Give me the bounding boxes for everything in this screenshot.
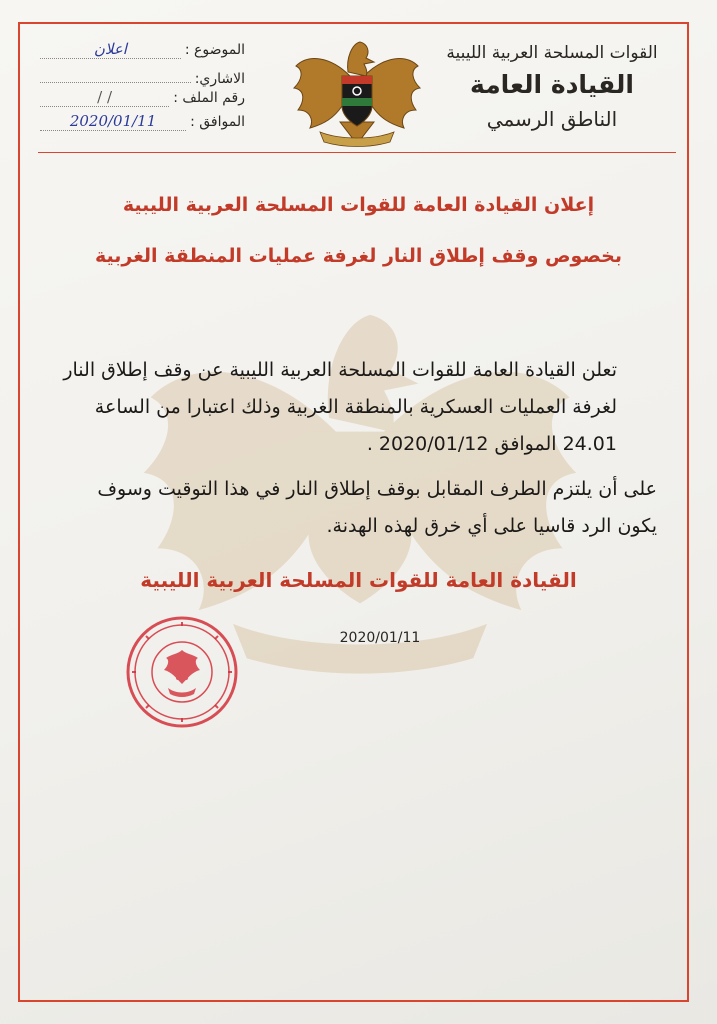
date-field <box>40 112 245 136</box>
official-stamp-icon <box>124 614 240 730</box>
reference-label: الاشاري: <box>194 71 245 87</box>
signature-line: القيادة العامة للقوات المسلحة العربية الليبية <box>140 568 577 592</box>
issue-date: 2020/01/11 <box>339 630 421 646</box>
body-paragraph-2: على أن يلتزم الطرف المقابل بوقف إطلاق النار في هذا التوقيت وسوف يكون الرد قاسيا على أي خرق لهذه الهدنة. <box>97 478 657 537</box>
header-org-block <box>427 40 677 134</box>
subject-field <box>40 40 245 64</box>
org-line: القوات المسلحة العربية الليبية <box>446 43 658 63</box>
date-label: الموافق : <box>190 114 245 130</box>
announcement-title: إعلان القيادة العامة للقوات المسلحة العربية الليبية <box>122 194 595 216</box>
reference-value <box>40 64 191 83</box>
file-number-label: رقم الملف : <box>173 90 245 106</box>
file-number-value: / / <box>40 88 169 107</box>
header-divider <box>38 152 676 153</box>
command-line: القيادة العامة <box>470 70 634 99</box>
subject-value: اعلان <box>40 40 181 59</box>
announcement-body <box>57 352 657 553</box>
date-value: 2020/01/11 <box>40 112 186 131</box>
office-line: الناطق الرسمي <box>486 107 618 131</box>
header-meta-fields <box>40 40 245 136</box>
announcement-subtitle: بخصوص وقف إطلاق النار لغرفة عمليات المنطقة الغربية <box>94 245 623 267</box>
reference-field <box>40 64 245 88</box>
body-paragraph-1: تعلن القيادة العامة للقوات المسلحة العربية الليبية عن وقف إطلاق النار لغرفة العمليات العسكرية بالمنطقة الغربية وذلك اعتبارا من الساعة 24.01 الموافق 2020/01/12 . <box>63 359 617 455</box>
subject-label: الموضوع : <box>184 42 245 58</box>
eagle-emblem-icon <box>290 36 424 150</box>
file-number-field <box>40 88 245 112</box>
